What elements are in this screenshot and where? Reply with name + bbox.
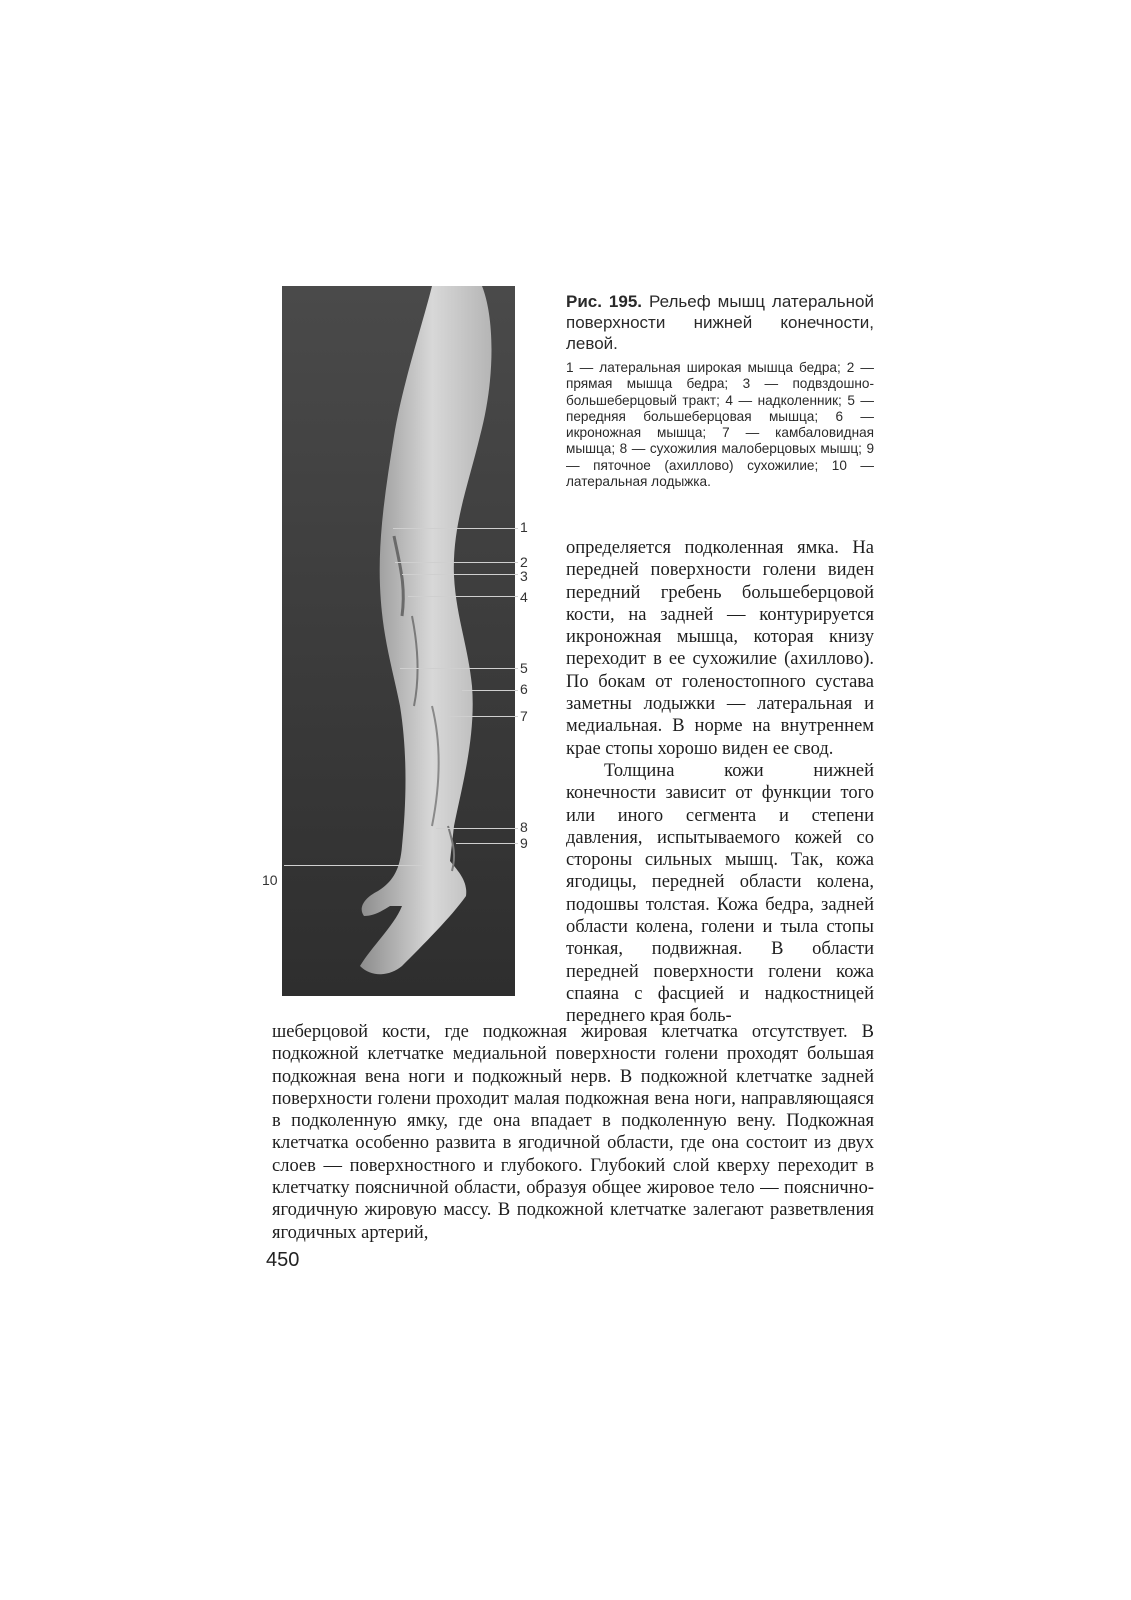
figure-number-10: 10 xyxy=(262,872,278,888)
column-text xyxy=(566,537,874,1028)
leader-line-7 xyxy=(448,716,518,717)
figure-number-6: 6 xyxy=(520,681,528,697)
figure-numbers xyxy=(520,0,540,1600)
page-number: 450 xyxy=(266,1249,300,1271)
leg-illustration xyxy=(282,286,515,996)
figure-number-2: 2 xyxy=(520,554,528,570)
leader-line-4 xyxy=(408,596,518,597)
leader-line-5 xyxy=(400,668,518,669)
caption-legend: 1 — латеральная широкая мышца бедра; 2 — прямая мышца бедра; 3 — подвздошно-большеберцовый тракт; 4 — надколенник; 5 — передняя большеберцовая мышца; 6 — икроножная мышца; 7 — камбаловидная мышца; 8 — сухожилия малоберцовых мышц; 9 — пяточное (ахиллово) сухожилие; 10 — латеральная лодыжка. xyxy=(566,360,874,490)
column-paragraph-2: Толщина кожи нижней конечности зависит от функции того или иного сегмента и степени давления, испытываемого кожей со стороны сильных мышц. Так, кожа ягодицы, передней области колена, подошвы толстая. Кожа бедра, задней области колена, голени и тыла стопы тонкая, подвижная. В области передней поверхности голени кожа спаяна с фасцией и надкостницей переднего края боль- xyxy=(566,760,874,1027)
leader-line-10 xyxy=(284,865,424,866)
leader-line-3 xyxy=(402,574,518,575)
figure-number-1: 1 xyxy=(520,519,528,535)
caption-label: Рис. 195. xyxy=(566,292,643,311)
caption-title-text: Рельеф мышц латеральной поверхности нижней конечности, левой. xyxy=(566,292,874,353)
leader-line-9 xyxy=(456,843,518,844)
figure-caption xyxy=(566,291,874,490)
figure-number-4: 4 xyxy=(520,589,528,605)
figure-number-5: 5 xyxy=(520,660,528,676)
figure-number-7: 7 xyxy=(520,708,528,724)
figure-number-9: 9 xyxy=(520,835,528,851)
caption-title xyxy=(566,291,874,354)
leader-line-1 xyxy=(393,528,518,529)
full-width-paragraph: шеберцовой кости, где подкожная жировая клетчатка отсутствует. В подкожной клетчатке медиальной поверхности голени проходят большая подкожная вена ноги и подкожный нерв. В подкожной клетчатке задней поверхности голени проходит малая подкожная вена ноги, направляющаяся в подколенную ямку, где она впадает в подколенную вену. Подкожная клетчатка особенно развита в ягодичной области, где она состоит из двух слоев — поверхностного и глубокого. Глубокий слой кверху переходит в клетчатку поясничной области, образуя общее жировое тело — пояснично-ягодичную жировую массу. В подкожной клетчатке залегают разветвления ягодичных артерий, xyxy=(272,1022,874,1243)
leader-line-8 xyxy=(436,828,518,829)
column-paragraph-1: определяется подколенная ямка. На передней поверхности голени виден передний гребень большеберцовой кости, на задней — контурируется икроножная мышца, которая книзу переходит в ее сухожилие (ахиллово). По бокам от голеностопного сустава заметны лодыжки — латеральная и медиальная. В норме на внутреннем крае стопы хорошо виден ее свод. xyxy=(566,538,874,759)
leg-photograph xyxy=(282,286,515,996)
leader-line-2 xyxy=(395,562,518,563)
figure-number-3: 3 xyxy=(520,568,528,584)
leader-line-6 xyxy=(462,690,518,691)
figure-number-8: 8 xyxy=(520,819,528,835)
